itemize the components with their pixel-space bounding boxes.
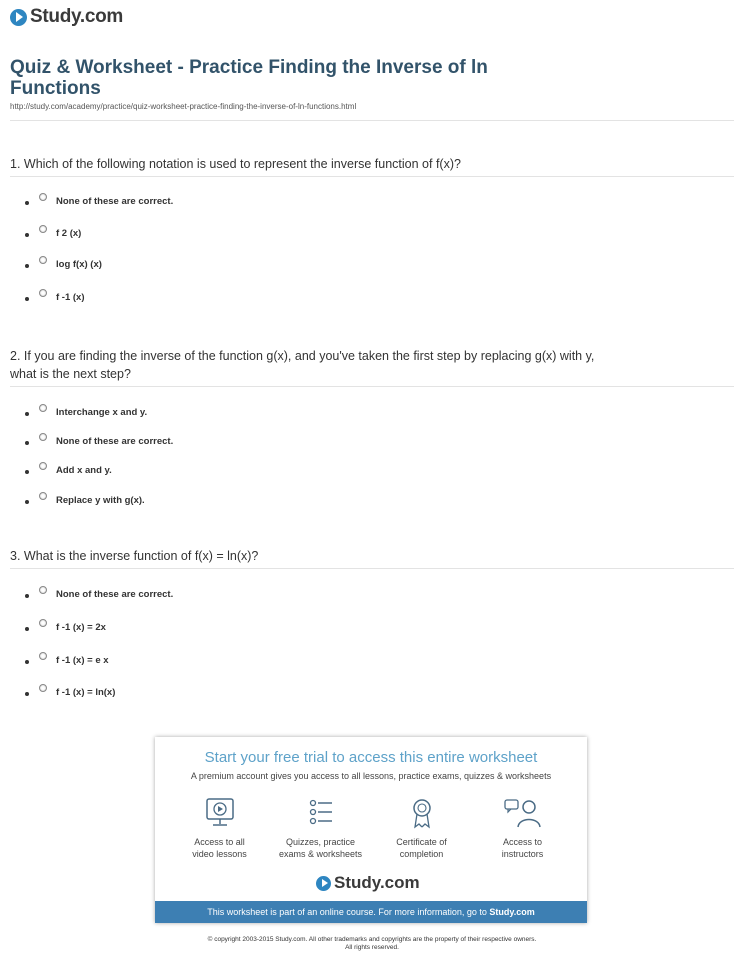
option-label: f 2 (x): [56, 228, 82, 239]
option-label: f -1 (x) = 2x: [56, 622, 106, 633]
bullet: [25, 660, 29, 664]
radio-button[interactable]: [39, 289, 47, 297]
feature-label: [475, 836, 570, 860]
q2-option-1[interactable]: [25, 407, 147, 418]
feature-label-line: Quizzes, practice: [285, 837, 356, 847]
radio-button[interactable]: [39, 256, 47, 264]
radio-button[interactable]: [39, 404, 47, 412]
feature-video-lessons: [172, 797, 267, 860]
page-title: Quiz & Worksheet - Practice Finding the Inverse of ln Functions: [10, 57, 488, 99]
bullet: [25, 692, 29, 696]
divider: [10, 568, 734, 569]
feature-label-line: Access to all: [194, 837, 245, 847]
feature-label: [172, 836, 267, 860]
quiz-list-icon: [304, 797, 338, 829]
q1-option-4[interactable]: [25, 292, 85, 303]
bullet: [25, 594, 29, 598]
radio-button[interactable]: [39, 225, 47, 233]
play-icon: [316, 876, 331, 891]
promo-title: Start your free trial to access this entire worksheet: [204, 749, 538, 766]
radio-button[interactable]: [39, 193, 47, 201]
feature-label-line: exams & worksheets: [278, 849, 363, 859]
logo-text: Study.com: [334, 873, 420, 892]
play-icon: [10, 9, 27, 26]
promo-subtitle: A premium account gives you access to all lessons, practice exams, quizzes & worksheets: [190, 771, 552, 781]
question-1-text: 1. Which of the following notation is used to represent the inverse function of f(x)?: [10, 157, 461, 171]
radio-button[interactable]: [39, 619, 47, 627]
q3-option-4[interactable]: [25, 687, 115, 698]
copyright: [0, 936, 744, 952]
study-com-logo[interactable]: [10, 6, 123, 28]
question-2-text: 2. If you are finding the inverse of the function g(x), and you've taken the first step by replacing g(x) with y, what is the next step?: [10, 349, 595, 381]
q2-option-4[interactable]: [25, 495, 145, 506]
feature-instructors: [475, 797, 570, 860]
option-label: None of these are correct.: [56, 436, 174, 447]
q2-option-3[interactable]: [25, 465, 112, 476]
bullet: [25, 627, 29, 631]
radio-button[interactable]: [39, 462, 47, 470]
radio-button[interactable]: [39, 492, 47, 500]
option-label: Interchange x and y.: [56, 407, 148, 418]
bullet: [25, 412, 29, 416]
bullet: [25, 441, 29, 445]
bullet: [25, 264, 29, 268]
divider: [10, 120, 734, 121]
feature-label-line: Access to: [502, 837, 542, 847]
feature-label-line: completion: [399, 849, 444, 859]
promo-bar-text: This worksheet is part of an online course. For more information, go to: [207, 907, 490, 917]
q3-option-1[interactable]: [25, 589, 173, 600]
divider: [10, 176, 734, 177]
question-3-text: 3. What is the inverse function of f(x) = ln(x)?: [10, 549, 259, 563]
radio-button[interactable]: [39, 433, 47, 441]
feature-label-line: Certificate of: [396, 837, 447, 847]
study-com-logo[interactable]: [316, 873, 420, 893]
free-trial-promo[interactable]: [155, 737, 587, 923]
option-label: Replace y with g(x).: [56, 495, 145, 506]
radio-button[interactable]: [39, 684, 47, 692]
bullet: [25, 233, 29, 237]
q1-option-1[interactable]: [25, 196, 173, 207]
feature-label-line: instructors: [501, 849, 544, 859]
radio-button[interactable]: [39, 652, 47, 660]
question-2: [10, 347, 620, 383]
feature-certificate: [374, 797, 469, 860]
feature-label-line: video lessons: [192, 849, 247, 859]
certificate-icon: [405, 797, 439, 829]
option-label: None of these are correct.: [56, 196, 174, 207]
video-lesson-icon: [203, 797, 237, 829]
bullet: [25, 500, 29, 504]
option-label: None of these are correct.: [56, 589, 174, 600]
feature-quizzes: [273, 797, 368, 860]
feature-label: [273, 836, 368, 860]
feature-label: [374, 836, 469, 860]
study-com-link[interactable]: Study.com: [489, 907, 535, 917]
question-1: [10, 155, 620, 173]
logo-text: Study.com: [30, 6, 124, 27]
q3-option-3[interactable]: [25, 655, 109, 666]
option-label: f -1 (x): [56, 292, 85, 303]
option-label: log f(x) (x): [56, 259, 102, 270]
q1-option-3[interactable]: [25, 259, 102, 270]
copyright-line-2: All rights reserved.: [345, 944, 399, 951]
bullet: [25, 470, 29, 474]
q2-option-2[interactable]: [25, 436, 173, 447]
instructor-icon: [503, 797, 543, 829]
page-url[interactable]: http://study.com/academy/practice/quiz-worksheet-practice-finding-the-inverse-of-ln-functions.html: [10, 102, 357, 111]
copyright-line-1: © copyright 2003-2015 Study.com. All other trademarks and copyrights are the property of their respective owners.: [207, 936, 537, 943]
q1-option-2[interactable]: [25, 228, 81, 239]
question-3: [10, 547, 620, 565]
radio-button[interactable]: [39, 586, 47, 594]
promo-info-bar: [155, 901, 587, 923]
bullet: [25, 201, 29, 205]
option-label: Add x and y.: [56, 465, 112, 476]
option-label: f -1 (x) = e x: [56, 655, 109, 666]
q3-option-2[interactable]: [25, 622, 106, 633]
divider: [10, 386, 734, 387]
bullet: [25, 297, 29, 301]
option-label: f -1 (x) = ln(x): [56, 687, 116, 698]
